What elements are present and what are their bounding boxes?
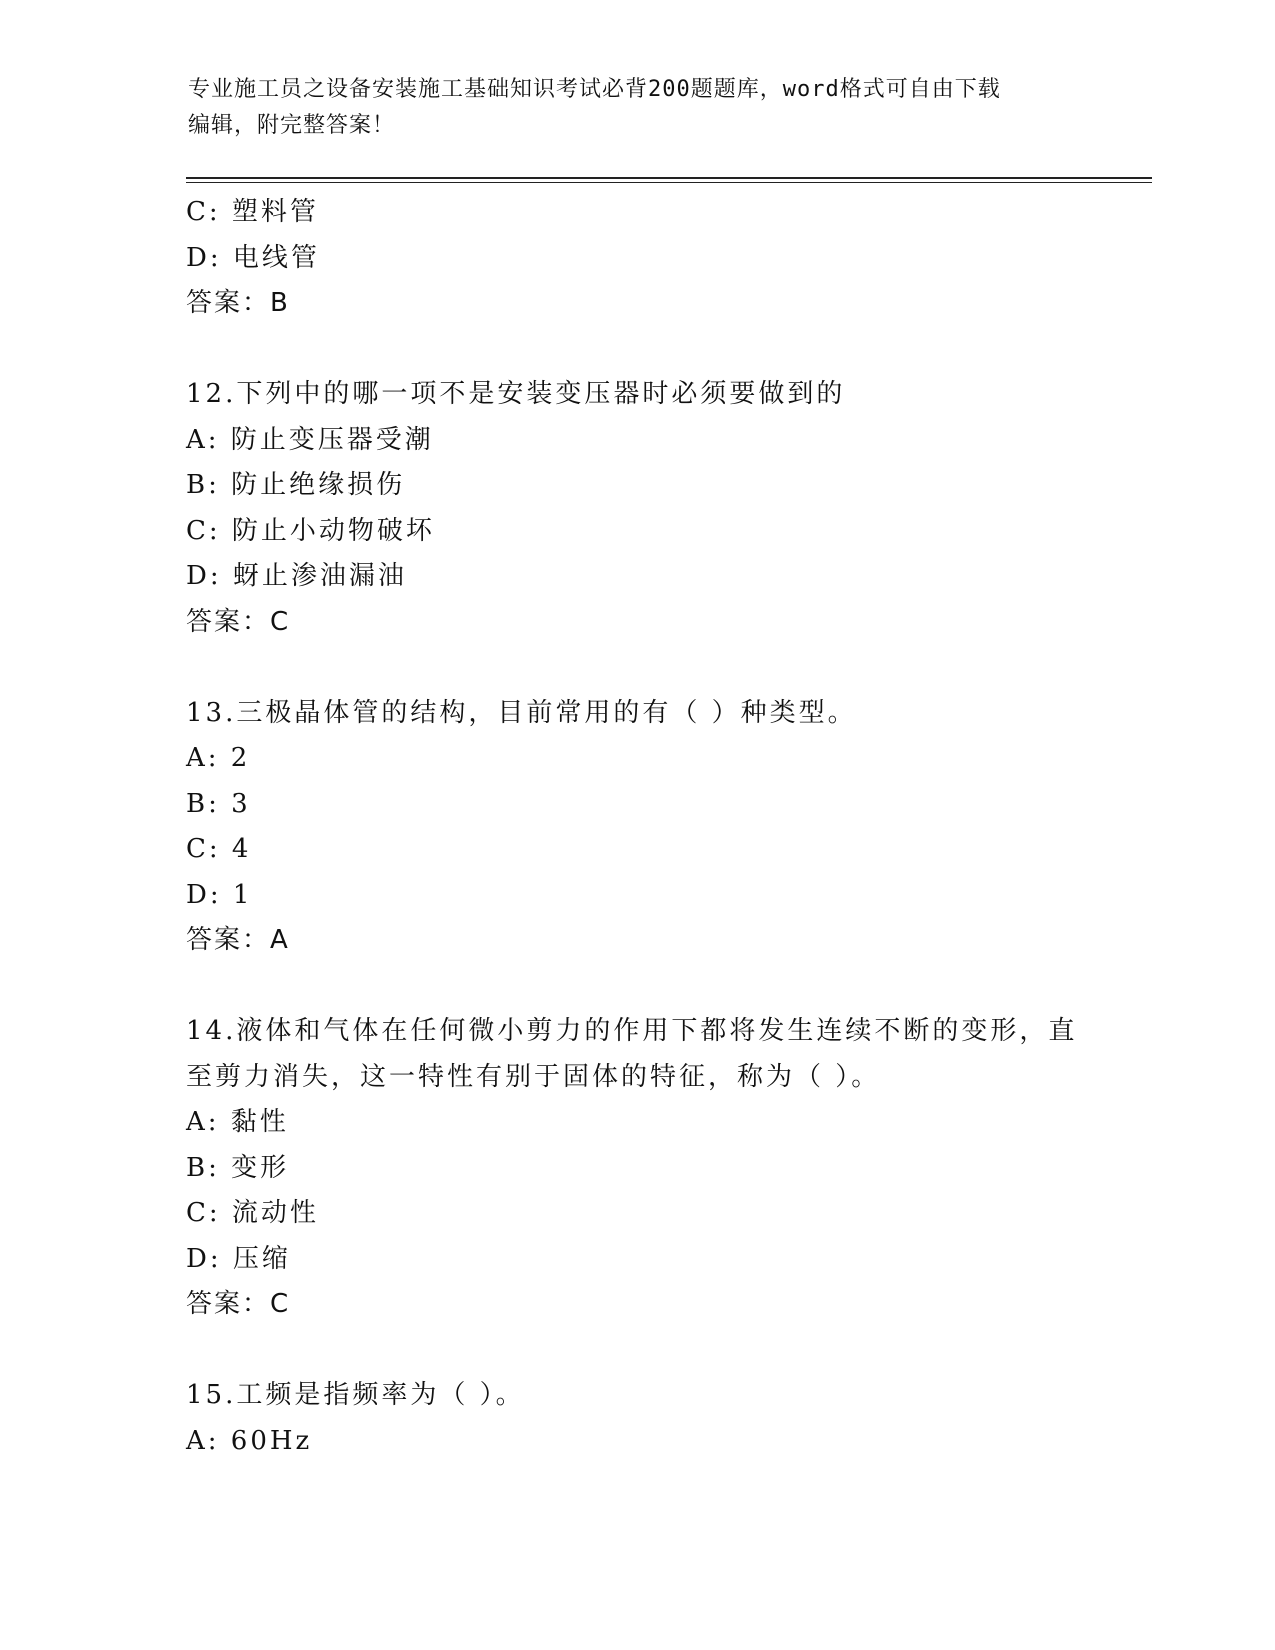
question-13: [186, 691, 1086, 964]
option-b: B: 3: [186, 788, 251, 819]
header-divider-thick: [186, 177, 1152, 179]
header-title-line2: 编辑，附完整答案！: [188, 113, 396, 138]
option-b: B: 变形: [186, 1152, 290, 1183]
document-header: [188, 72, 1068, 144]
previous-question-tail: [186, 190, 1086, 327]
option-a: A: 60Hz: [186, 1425, 313, 1456]
option-c: C: 塑料管: [186, 197, 319, 227]
option-d: D: 压缩: [186, 1243, 291, 1274]
answer-line: 答案：A: [186, 925, 290, 955]
option-d: D: 蚜止渗油漏油: [186, 561, 407, 591]
question-text: 15.工频是指频率为（ ）。: [186, 1380, 525, 1410]
question-content: [186, 190, 1086, 1464]
answer-line: 答案：C: [186, 606, 291, 637]
answer-line: 答案：B: [186, 288, 290, 318]
option-a: A: 防止变压器受潮: [186, 424, 434, 455]
question-12: [186, 372, 1086, 645]
question-text: 13.三极晶体管的结构，目前常用的有（ ）种类型。: [186, 697, 857, 728]
option-b: B: 防止绝缘损伤: [186, 470, 406, 500]
question-text-line2: 至剪力消失，这一特性有别于固体的特征，称为（ ）。: [186, 1061, 881, 1092]
option-c: C: 流动性: [186, 1198, 319, 1228]
option-d: D: 1: [186, 879, 253, 910]
option-c: C: 4: [186, 834, 252, 864]
option-a: A: 2: [186, 743, 251, 773]
answer-line: 答案：C: [186, 1289, 291, 1319]
option-c: C: 防止小动物破坏: [186, 515, 435, 546]
question-text: 12.下列中的哪一项不是安装变压器时必须要做到的: [186, 379, 846, 409]
question-15: [186, 1373, 1086, 1464]
header-divider-thin: [186, 182, 1152, 183]
question-text-line1: 14.液体和气体在任何微小剪力的作用下都将发生连续不断的变形，直: [186, 1016, 1078, 1046]
option-d: D: 电线管: [186, 242, 320, 273]
question-14: [186, 1009, 1086, 1328]
header-title-line1: 专业施工员之设备安装施工基础知识考试必背200题题库，word格式可自由下载: [188, 77, 1001, 102]
option-a: A: 黏性: [186, 1107, 289, 1137]
